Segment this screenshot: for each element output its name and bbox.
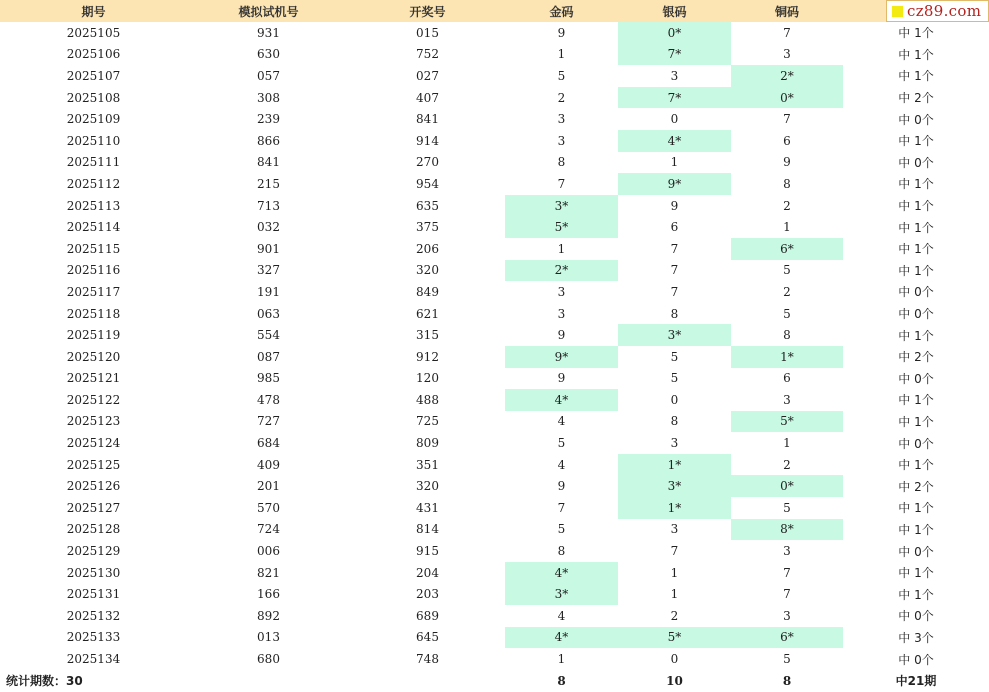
cell-draw-number: 748: [416, 652, 439, 667]
cell-bronze: 6*: [731, 238, 843, 260]
cell-sim-number: 684: [257, 436, 280, 451]
cell-draw-number: 915: [416, 544, 439, 559]
cell-sim-number: 215: [257, 176, 280, 191]
cell-silver: 6: [670, 220, 679, 235]
cell-draw-number: 320: [416, 479, 439, 494]
cell-sim-number: 478: [257, 392, 280, 407]
cell-draw-number: 027: [416, 68, 439, 83]
cell-issue: 2025123: [66, 414, 121, 429]
cell-silver: 3: [670, 436, 679, 451]
cell-result: 中 2个: [898, 350, 934, 365]
cell-sim-number: 308: [257, 90, 280, 105]
cell-draw-number: 809: [416, 436, 439, 451]
cell-gold: 8: [557, 155, 566, 170]
cell-issue: 2025130: [66, 565, 121, 580]
cell-issue: 2025113: [66, 198, 121, 213]
cell-bronze: 6: [783, 371, 791, 386]
cell-bronze: 7: [783, 112, 791, 127]
cell-silver: 3: [670, 68, 679, 83]
cell-issue: 2025105: [66, 25, 121, 40]
cell-issue: 2025133: [66, 630, 121, 645]
cell-draw-number: 015: [416, 25, 439, 40]
cell-gold: 2*: [505, 260, 618, 282]
cell-draw-number: 849: [416, 284, 439, 299]
table-row: [0, 22, 989, 44]
table-row: [0, 303, 989, 325]
cell-issue: 2025108: [66, 90, 121, 105]
cell-gold: 9: [557, 371, 566, 386]
cell-issue: 2025106: [66, 47, 121, 62]
cell-draw-number: 431: [416, 500, 439, 515]
cell-sim-number: 821: [257, 565, 280, 580]
cell-bronze: 7: [783, 587, 791, 602]
cell-bronze: 1: [783, 436, 791, 451]
cell-bronze: 1: [783, 220, 791, 235]
cell-issue: 2025109: [66, 112, 121, 127]
cell-result: 中 1个: [898, 134, 934, 149]
cell-result: 中 0个: [898, 436, 934, 451]
cell-gold: 9: [557, 25, 566, 40]
cell-draw-number: 912: [416, 349, 439, 364]
cell-issue: 2025128: [66, 522, 121, 537]
cell-draw-number: 407: [416, 90, 439, 105]
cell-draw-number: 814: [416, 522, 439, 537]
cell-result: 中 3个: [898, 630, 934, 645]
cell-bronze: 2*: [731, 65, 843, 87]
cell-silver: 1: [670, 155, 679, 170]
cell-silver: 1*: [618, 454, 731, 476]
cell-issue: 2025121: [66, 371, 121, 386]
header-issue: 期号: [0, 0, 187, 22]
table-row: [0, 583, 989, 605]
cell-silver: 1: [670, 587, 679, 602]
cell-gold: 7: [557, 176, 566, 191]
cell-bronze: 2: [783, 198, 791, 213]
site-logo[interactable]: [886, 0, 989, 22]
table-row: [0, 627, 989, 649]
cell-silver: 5*: [618, 627, 731, 649]
cell-sim-number: 727: [257, 414, 280, 429]
cell-gold: 5: [557, 522, 566, 537]
cell-silver: 4*: [618, 130, 731, 152]
cell-bronze: 0*: [731, 475, 843, 497]
cell-bronze: 8: [783, 176, 791, 191]
table-row: [0, 173, 989, 195]
cell-silver: 3: [670, 522, 679, 537]
cell-gold: 1: [557, 47, 566, 62]
cell-result: 中 1个: [898, 587, 934, 602]
logo-square-icon: [892, 6, 903, 17]
cell-result: 中 1个: [898, 328, 934, 343]
cell-gold: 4: [557, 608, 566, 623]
cell-silver: 7: [670, 241, 679, 256]
cell-result: 中 1个: [898, 69, 934, 84]
cell-sim-number: 901: [257, 241, 280, 256]
table-row: [0, 605, 989, 627]
cell-bronze: 8*: [731, 519, 843, 541]
cell-draw-number: 315: [416, 328, 439, 343]
cell-draw-number: 689: [416, 608, 439, 623]
cell-gold: 1: [557, 241, 566, 256]
cell-sim-number: 063: [257, 306, 280, 321]
summary-row: [0, 670, 989, 692]
cell-bronze: 6: [783, 133, 791, 148]
cell-bronze: 2: [783, 284, 791, 299]
summary-silver-hits: 10: [666, 673, 683, 688]
cell-draw-number: 752: [416, 47, 439, 62]
cell-sim-number: 680: [257, 652, 280, 667]
cell-sim-number: 713: [257, 198, 280, 213]
cell-bronze: 8: [783, 328, 791, 343]
cell-bronze: 5*: [731, 411, 843, 433]
table-row: [0, 108, 989, 130]
cell-sim-number: 985: [257, 371, 280, 386]
cell-gold: 5*: [505, 216, 618, 238]
cell-issue: 2025116: [66, 263, 121, 278]
cell-sim-number: 032: [257, 220, 280, 235]
cell-issue: 2025107: [66, 68, 121, 83]
cell-silver: 1*: [618, 497, 731, 519]
table-row: [0, 87, 989, 109]
cell-sim-number: 239: [257, 112, 280, 127]
header-gold: 金码: [505, 0, 618, 22]
cell-sim-number: 931: [257, 25, 280, 40]
cell-result: 中 0个: [898, 544, 934, 559]
cell-gold: 4: [557, 457, 566, 472]
cell-bronze: 3: [783, 47, 791, 62]
cell-result: 中 1个: [898, 220, 934, 235]
table-row: [0, 411, 989, 433]
cell-gold: 9*: [505, 346, 618, 368]
cell-silver: 0: [670, 652, 679, 667]
cell-result: 中 0个: [898, 285, 934, 300]
cell-result: 中 1个: [898, 263, 934, 278]
cell-gold: 3*: [505, 583, 618, 605]
cell-gold: 1: [557, 652, 566, 667]
cell-issue: 2025131: [66, 587, 121, 602]
cell-silver: 3*: [618, 475, 731, 497]
cell-result: 中 1个: [898, 199, 934, 214]
cell-sim-number: 724: [257, 522, 280, 537]
cell-gold: 3: [557, 284, 566, 299]
cell-silver: 7: [670, 544, 679, 559]
cell-draw-number: 204: [416, 565, 439, 580]
cell-sim-number: 191: [257, 284, 280, 299]
cell-result: 中 2个: [898, 479, 934, 494]
cell-bronze: 3: [783, 544, 791, 559]
cell-draw-number: 375: [416, 220, 439, 235]
cell-issue: 2025129: [66, 544, 121, 559]
cell-silver: 9*: [618, 173, 731, 195]
cell-draw-number: 488: [416, 392, 439, 407]
cell-sim-number: 201: [257, 479, 280, 494]
cell-draw-number: 270: [416, 155, 439, 170]
table-row: [0, 454, 989, 476]
cell-silver: 8: [670, 306, 679, 321]
cell-silver: 0: [670, 392, 679, 407]
cell-gold: 2: [557, 90, 566, 105]
table-header-row: [0, 0, 989, 22]
cell-result: 中 1个: [898, 458, 934, 473]
cell-silver: 9: [670, 198, 679, 213]
cell-gold: 3*: [505, 195, 618, 217]
table-row: [0, 130, 989, 152]
cell-draw-number: 954: [416, 176, 439, 191]
cell-bronze: 3: [783, 608, 791, 623]
cell-draw-number: 725: [416, 414, 439, 429]
cell-draw-number: 914: [416, 133, 439, 148]
cell-sim-number: 327: [257, 263, 280, 278]
cell-result: 中 1个: [898, 242, 934, 257]
cell-issue: 2025111: [66, 155, 121, 170]
cell-sim-number: 057: [257, 68, 280, 83]
cell-sim-number: 409: [257, 457, 280, 472]
cell-issue: 2025119: [66, 328, 121, 343]
cell-result: 中 0个: [898, 307, 934, 322]
cell-result: 中 1个: [898, 501, 934, 516]
summary-label: 统计期数：30: [6, 674, 83, 689]
cell-gold: 4*: [505, 627, 618, 649]
cell-silver: 8: [670, 414, 679, 429]
cell-draw-number: 206: [416, 241, 439, 256]
cell-issue: 2025126: [66, 479, 121, 494]
header-silver: 银码: [618, 0, 731, 22]
table-row: [0, 238, 989, 260]
table-row: [0, 519, 989, 541]
cell-issue: 2025115: [66, 241, 121, 256]
cell-issue: 2025114: [66, 220, 121, 235]
cell-issue: 2025112: [66, 176, 121, 191]
cell-result: 中 0个: [898, 112, 934, 127]
cell-silver: 2: [670, 608, 679, 623]
cell-bronze: 5: [783, 263, 791, 278]
cell-result: 中 0个: [898, 155, 934, 170]
cell-result: 中 1个: [898, 566, 934, 581]
cell-issue: 2025117: [66, 284, 121, 299]
table-row: [0, 44, 989, 66]
cell-silver: 3*: [618, 324, 731, 346]
cell-result: 中 0个: [898, 609, 934, 624]
cell-result: 中 2个: [898, 91, 934, 106]
cell-draw-number: 203: [416, 587, 439, 602]
table-row: [0, 389, 989, 411]
cell-draw-number: 120: [416, 371, 439, 386]
logo-text: cz89.com: [907, 2, 982, 20]
cell-gold: 9: [557, 328, 566, 343]
cell-result: 中 1个: [898, 177, 934, 192]
cell-silver: 7: [670, 263, 679, 278]
cell-issue: 2025110: [66, 133, 121, 148]
cell-silver: 7*: [618, 87, 731, 109]
header-bronze: 铜码: [731, 0, 843, 22]
cell-bronze: 7: [783, 25, 791, 40]
summary-bronze-hits: 8: [782, 673, 792, 688]
cell-sim-number: 866: [257, 133, 280, 148]
cell-bronze: 0*: [731, 87, 843, 109]
cell-draw-number: 645: [416, 630, 439, 645]
cell-silver: 0: [670, 112, 679, 127]
cell-result: 中 1个: [898, 47, 934, 62]
cell-gold: 4*: [505, 389, 618, 411]
cell-issue: 2025124: [66, 436, 121, 451]
table-row: [0, 368, 989, 390]
cell-result: 中 0个: [898, 371, 934, 386]
cell-silver: 5: [670, 371, 679, 386]
summary-gold-hits: 8: [557, 673, 566, 688]
cell-issue: 2025125: [66, 457, 121, 472]
cell-sim-number: 554: [257, 328, 280, 343]
cell-draw-number: 320: [416, 263, 439, 278]
cell-result: 中 1个: [898, 26, 934, 41]
table-row: [0, 346, 989, 368]
cell-silver: 1: [670, 565, 679, 580]
cell-sim-number: 841: [257, 155, 280, 170]
cell-sim-number: 087: [257, 349, 280, 364]
cell-draw-number: 351: [416, 457, 439, 472]
table-row: [0, 475, 989, 497]
cell-bronze: 2: [783, 457, 791, 472]
table-row: [0, 432, 989, 454]
cell-sim-number: 006: [257, 544, 280, 559]
cell-bronze: 5: [783, 500, 791, 515]
cell-silver: 0*: [618, 22, 731, 44]
cell-sim-number: 630: [257, 47, 280, 62]
cell-gold: 4: [557, 414, 566, 429]
table-row: [0, 65, 989, 87]
cell-gold: 4*: [505, 562, 618, 584]
cell-bronze: 1*: [731, 346, 843, 368]
header-draw-number: 开奖号: [350, 0, 505, 22]
cell-silver: 7*: [618, 44, 731, 66]
cell-issue: 2025127: [66, 500, 121, 515]
cell-issue: 2025132: [66, 608, 121, 623]
cell-sim-number: 166: [257, 587, 280, 602]
cell-sim-number: 570: [257, 500, 280, 515]
cell-gold: 3: [557, 133, 566, 148]
table-row: [0, 562, 989, 584]
cell-bronze: 5: [783, 306, 791, 321]
cell-gold: 5: [557, 436, 566, 451]
cell-result: 中 0个: [898, 652, 934, 667]
cell-bronze: 7: [783, 565, 791, 580]
cell-bronze: 6*: [731, 627, 843, 649]
cell-result: 中 1个: [898, 393, 934, 408]
cell-issue: 2025122: [66, 392, 121, 407]
cell-result: 中 1个: [898, 522, 934, 537]
cell-silver: 5: [670, 349, 679, 364]
cell-result: 中 1个: [898, 414, 934, 429]
cell-gold: 5: [557, 68, 566, 83]
table-row: [0, 260, 989, 282]
cell-sim-number: 013: [257, 630, 280, 645]
cell-issue: 2025134: [66, 652, 121, 667]
cell-bronze: 5: [783, 652, 791, 667]
cell-bronze: 9: [783, 155, 791, 170]
cell-gold: 9: [557, 479, 566, 494]
table-row: [0, 324, 989, 346]
cell-gold: 8: [557, 544, 566, 559]
cell-sim-number: 892: [257, 608, 280, 623]
header-sim-number: 模拟试机号: [187, 0, 350, 22]
table-row: [0, 216, 989, 238]
cell-draw-number: 635: [416, 198, 439, 213]
cell-silver: 7: [670, 284, 679, 299]
table-row: [0, 540, 989, 562]
cell-gold: 3: [557, 112, 566, 127]
summary-total: 中21期: [895, 674, 937, 689]
table-row: [0, 648, 989, 670]
table-body: [0, 22, 989, 670]
cell-gold: 3: [557, 306, 566, 321]
table-row: [0, 152, 989, 174]
cell-issue: 2025120: [66, 349, 121, 364]
table-row: [0, 195, 989, 217]
cell-bronze: 3: [783, 392, 791, 407]
cell-issue: 2025118: [66, 306, 121, 321]
cell-draw-number: 621: [416, 306, 439, 321]
table-row: [0, 281, 989, 303]
table-row: [0, 497, 989, 519]
cell-draw-number: 841: [416, 112, 439, 127]
cell-gold: 7: [557, 500, 566, 515]
